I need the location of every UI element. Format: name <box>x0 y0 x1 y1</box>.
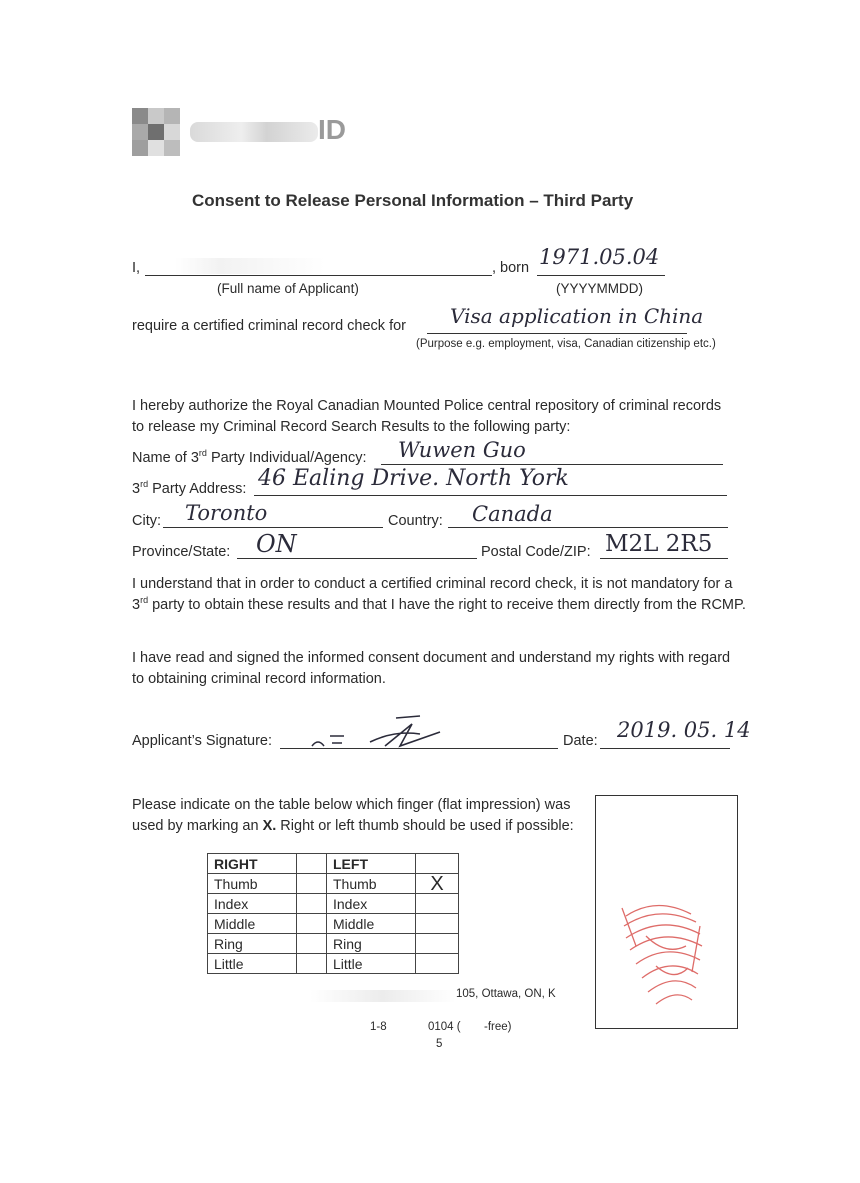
fingerprint-box <box>595 795 738 1029</box>
finger-table-header <box>208 854 459 874</box>
understand-paragraph: I understand that in order to conduct a certified criminal record check, it is not mandatory for a 3rd party to obtain these results and that I have the right to receive them directly from the RCMP. <box>132 576 746 613</box>
date-format-hint: (YYYYMMDD) <box>556 281 643 296</box>
postal-value: M2L 2R5 <box>605 531 713 557</box>
header-left: LEFT <box>327 854 416 874</box>
date-line <box>600 748 730 749</box>
party-address-line <box>254 495 727 496</box>
city-label: City: <box>132 513 161 529</box>
mark-cell[interactable] <box>416 894 459 914</box>
page-number: 5 <box>436 1038 443 1050</box>
purpose-line <box>427 333 687 334</box>
birth-date-value: 1971.05.04 <box>539 245 660 269</box>
province-label: Province/State: <box>132 544 231 560</box>
applicant-name-line <box>145 275 492 276</box>
finger-cell: Little <box>327 954 416 974</box>
mark-cell[interactable] <box>297 894 327 914</box>
party-name-line <box>381 464 723 465</box>
city-value: Toronto <box>185 501 268 525</box>
country-line <box>448 527 728 528</box>
consent-paragraph: I have read and signed the informed consent document and understand my rights with regard to obtaining criminal record information. <box>132 650 731 687</box>
postal-line <box>600 558 728 559</box>
header-right-mark <box>297 854 327 874</box>
country-label: Country: <box>388 513 443 529</box>
footer-phone-tail: -free) <box>484 1021 512 1033</box>
require-label: require a certified criminal record check for <box>132 318 406 334</box>
postal-label: Postal Code/ZIP: <box>481 544 591 560</box>
purpose-hint: (Purpose e.g. employment, visa, Canadian citizenship etc.) <box>416 338 716 350</box>
finger-instructions: Please indicate on the table below which finger (flat impression) was used by marking an X. Right or left thumb should be used if possible: <box>132 797 574 834</box>
date-label: Date: <box>563 733 598 749</box>
mark-cell[interactable] <box>297 954 327 974</box>
mark-cell[interactable] <box>297 914 327 934</box>
mark-cell[interactable] <box>416 954 459 974</box>
signature-label: Applicant’s Signature: <box>132 733 272 749</box>
finger-cell: Ring <box>327 934 416 954</box>
header-left-mark <box>416 854 459 874</box>
party-name-value: Wuwen Guo <box>398 438 526 462</box>
sign-date-value: 2019. 05. 14 <box>617 718 751 742</box>
form-title: Consent to Release Personal Information – Third Party <box>192 191 634 210</box>
finger-cell: Thumb <box>327 874 416 894</box>
footer-phone-prefix: 1-8 <box>370 1021 387 1033</box>
finger-row <box>208 954 459 974</box>
finger-cell: Little <box>208 954 297 974</box>
authorize-paragraph: I hereby authorize the Royal Canadian Mounted Police central repository of criminal records to release my Criminal Record Search Results to the following party: <box>132 398 722 435</box>
logo-mark <box>132 108 180 156</box>
finger-cell: Thumb <box>208 874 297 894</box>
birth-date-line <box>537 275 665 276</box>
province-value: ON <box>256 530 297 558</box>
i-label: I, <box>132 260 141 276</box>
party-address-label: 3rd Party Address: <box>132 479 247 497</box>
logo-smudge <box>190 122 318 142</box>
full-name-hint: (Full name of Applicant) <box>217 281 359 296</box>
logo-text: ID <box>318 114 346 145</box>
mark-cell[interactable] <box>297 934 327 954</box>
footer-address-redacted <box>310 990 456 1002</box>
born-label: , born <box>492 260 530 276</box>
purpose-value: Visa application in China <box>450 304 704 328</box>
mark-cell[interactable]: X <box>416 874 459 894</box>
finger-row <box>208 934 459 954</box>
finger-cell: Ring <box>208 934 297 954</box>
finger-row <box>208 914 459 934</box>
applicant-name-redacted <box>175 258 325 274</box>
party-address-value: 46 Ealing Drive. North York <box>258 466 569 491</box>
footer-address: 105, Ottawa, ON, K <box>456 988 556 1000</box>
finger-cell: Middle <box>208 914 297 934</box>
finger-cell: Index <box>208 894 297 914</box>
mark-cell[interactable] <box>416 914 459 934</box>
finger-cell: Index <box>327 894 416 914</box>
city-line <box>163 527 383 528</box>
footer-phone-suffix: 0104 ( <box>428 1021 461 1033</box>
country-value: Canada <box>472 502 553 526</box>
finger-row <box>208 874 459 894</box>
finger-cell: Middle <box>327 914 416 934</box>
finger-row <box>208 894 459 914</box>
signature-scribble <box>300 712 470 752</box>
header-right: RIGHT <box>208 854 297 874</box>
fingerprint-stamp <box>596 796 737 1028</box>
mark-cell[interactable] <box>416 934 459 954</box>
party-name-label: Name of 3rd Party Individual/Agency: <box>132 448 367 466</box>
mark-cell[interactable] <box>297 874 327 894</box>
finger-table <box>207 853 459 974</box>
province-line <box>237 558 477 559</box>
